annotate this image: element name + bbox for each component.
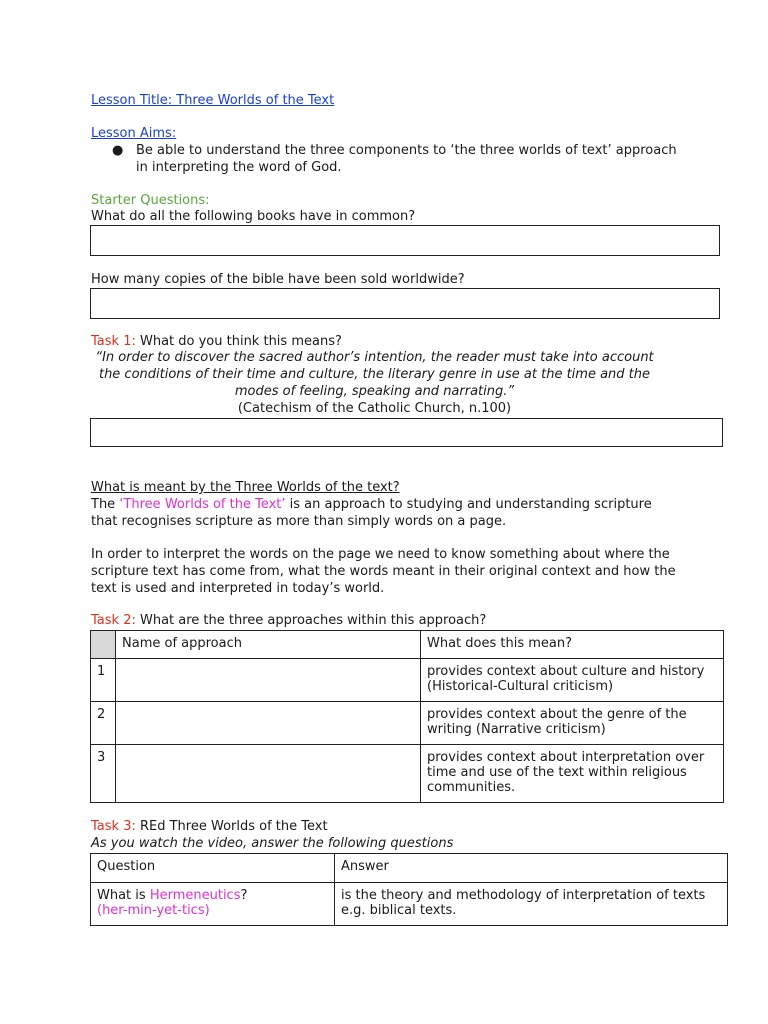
answer-box-1[interactable]: [90, 225, 720, 256]
catechism-quote: [91, 349, 658, 417]
task2-label: Task 2:: [91, 613, 136, 628]
table-row: [91, 883, 728, 926]
three-worlds-term: ‘Three Worlds of the Text’: [119, 497, 286, 512]
aim-line-1: Be able to understand the three components to ‘the three worlds of text’ approach: [136, 143, 677, 158]
question-pre: What is: [97, 888, 150, 903]
quote-line-1: “In order to discover the sacred author’s intention, the reader must take into account: [95, 350, 654, 365]
task3-table: [90, 853, 728, 926]
task2-header-meaning: What does this mean?: [421, 631, 724, 659]
task2-table: [90, 630, 724, 803]
task2-prompt: What are the three approaches within this approach?: [135, 613, 487, 628]
quote-line-2: the conditions of their time and culture, the literary genre in use at the time and the: [98, 367, 651, 382]
answer-box-task1[interactable]: [90, 418, 723, 447]
row-number: 3: [91, 745, 116, 803]
starter-question-2: How many copies of the bible have been sold worldwide?: [91, 272, 465, 287]
hermeneutics-term: Hermeneutics: [149, 888, 241, 903]
table-row: [91, 659, 724, 702]
section-paragraph-2-line-3: text is used and interpreted in today’s world.: [91, 581, 385, 596]
row-number: 1: [91, 659, 116, 702]
row-number: 2: [91, 702, 116, 745]
approach-name-cell[interactable]: [116, 659, 421, 702]
task3-heading: [91, 818, 328, 835]
task3-header-row: [91, 854, 728, 883]
section-heading: What is meant by the Three Worlds of the text?: [91, 480, 400, 495]
aim-line-2: in interpreting the word of God.: [136, 160, 342, 175]
task1-label: Task 1:: [91, 334, 136, 349]
lesson-aims-heading: Lesson Aims:: [91, 126, 177, 141]
approach-meaning-cell: provides context about interpretation over time and use of the text within religious communities.: [421, 745, 724, 803]
task1-heading: [91, 333, 342, 350]
task3-instruction: As you watch the video, answer the following questions: [91, 836, 454, 851]
question-post: ?: [240, 888, 248, 903]
approach-meaning-cell: provides context about the genre of the writing (Narrative criticism): [421, 702, 724, 745]
p1-pre: The: [91, 497, 120, 512]
quote-citation: (Catechism of the Catholic Church, n.100): [237, 401, 512, 416]
lesson-title: Lesson Title: Three Worlds of the Text: [91, 93, 335, 108]
starter-question-1: What do all the following books have in common?: [91, 209, 416, 224]
question-cell: [91, 883, 335, 926]
p1-post: is an approach to studying and understanding scripture: [285, 497, 652, 512]
approach-name-cell[interactable]: [116, 745, 421, 803]
section-paragraph-2-line-2: scripture text has come from, what the words meant in their original context and how the: [91, 564, 676, 579]
pronunciation: (her-min-yet-tics): [97, 903, 210, 918]
section-paragraph-1: [91, 496, 652, 513]
task3-header-answer: Answer: [335, 854, 728, 883]
approach-name-cell[interactable]: [116, 702, 421, 745]
section-paragraph-2-line-1: In order to interpret the words on the page we need to know something about where the: [91, 547, 670, 562]
answer-cell: is the theory and methodology of interpretation of texts e.g. biblical texts.: [335, 883, 728, 926]
starter-heading: Starter Questions:: [91, 193, 210, 208]
task3-header-question: Question: [91, 854, 335, 883]
task2-header-name: Name of approach: [116, 631, 421, 659]
approach-meaning-cell: provides context about culture and history (Historical-Cultural criticism): [421, 659, 724, 702]
task2-heading: [91, 612, 486, 629]
quote-line-3: modes of feeling, speaking and narrating.”: [234, 384, 515, 399]
answer-box-2[interactable]: [90, 288, 720, 319]
task2-header-corner: [91, 631, 116, 659]
section-paragraph-1-line-2: that recognises scripture as more than simply words on a page.: [91, 514, 507, 529]
task3-prompt: REd Three Worlds of the Text: [135, 819, 328, 834]
task1-prompt: What do you think this means?: [135, 334, 342, 349]
bullet-icon: ●: [112, 143, 124, 158]
table-row: [91, 702, 724, 745]
task2-header-row: [91, 631, 724, 659]
task3-label: Task 3:: [91, 819, 136, 834]
table-row: [91, 745, 724, 803]
